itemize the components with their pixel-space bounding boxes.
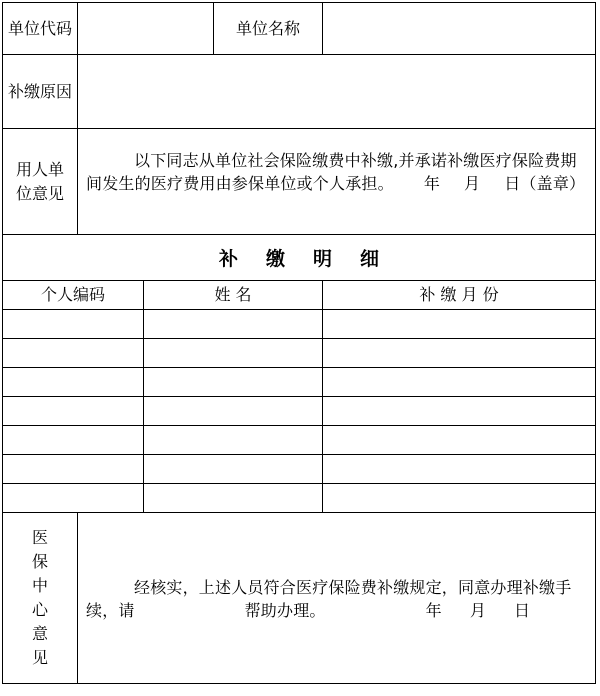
row-divider — [2, 512, 596, 513]
unit-code-label: 单位代码 — [7, 18, 72, 38]
table-cell-month[interactable] — [323, 484, 595, 512]
center-opinion-label-stack — [30, 526, 50, 670]
employer-seal: （盖章） — [520, 174, 586, 193]
center-opinion-label — [3, 513, 77, 683]
table-cell-name[interactable] — [144, 426, 322, 454]
column-header-month: 补 缴 月 份 — [419, 285, 499, 304]
column-header-name: 姓 名 — [214, 285, 252, 304]
table-cell-month[interactable] — [323, 455, 595, 483]
employer-opinion-text-part1: 以下同志从单位社会保险缴费中补缴 — [134, 151, 394, 170]
detail-title-char: 细 — [360, 248, 380, 270]
table-cell-personal-code[interactable] — [3, 339, 143, 367]
table-cell-personal-code[interactable] — [3, 484, 143, 512]
center-opinion-label-char: 见 — [31, 648, 48, 667]
detail-title-char: 缴 — [265, 248, 285, 270]
employer-opinion-comma: , — [393, 151, 399, 170]
center-opinion-text-part1: 经核实，上述人员符合医疗保险费补缴规定，同意办理补缴手续，请 — [86, 578, 572, 620]
reimbursement-form — [2, 2, 596, 684]
table-cell-month[interactable] — [323, 368, 595, 396]
employer-year: 年 — [423, 174, 441, 193]
reason-field[interactable] — [79, 55, 594, 128]
detail-title-char: 补 — [218, 248, 238, 270]
border-right — [595, 2, 596, 684]
table-cell-name[interactable] — [144, 310, 322, 338]
table-cell-month[interactable] — [323, 339, 595, 367]
detail-title-char: 明 — [313, 248, 333, 270]
label-column-divider — [77, 512, 78, 684]
center-opinion-label-char: 中 — [31, 576, 48, 595]
center-year: 年 — [425, 601, 442, 620]
reason-label: 补缴原因 — [7, 81, 72, 101]
column-divider — [322, 2, 323, 55]
unit-name-label: 单位名称 — [235, 18, 300, 38]
center-opinion-label-char: 意 — [31, 624, 48, 643]
employer-opinion-label-line1: 用人单 — [15, 159, 64, 179]
table-cell-name[interactable] — [144, 368, 322, 396]
table-cell-month[interactable] — [323, 426, 595, 454]
employer-opinion-text-part2: 并承诺补缴医疗保险费期间发生的医疗费用由参保单位或个人承担。 — [86, 151, 577, 193]
employer-day: 日 — [504, 174, 521, 193]
border-bottom — [2, 683, 596, 684]
table-cell-month[interactable] — [323, 397, 595, 425]
table-cell-month[interactable] — [323, 310, 595, 338]
table-cell-name[interactable] — [144, 484, 322, 512]
center-opinion-label-char: 心 — [31, 600, 48, 619]
employer-opinion-text — [86, 149, 586, 195]
center-opinion-text — [86, 576, 586, 622]
employer-month: 月 — [464, 174, 481, 193]
center-opinion-label-char: 保 — [31, 552, 48, 571]
table-cell-personal-code[interactable] — [3, 397, 143, 425]
table-cell-name[interactable] — [144, 339, 322, 367]
center-month: 月 — [469, 601, 487, 620]
employer-opinion-label — [3, 129, 77, 234]
center-opinion-label-char: 医 — [31, 528, 48, 547]
unit-name-field[interactable] — [324, 3, 594, 54]
table-cell-personal-code[interactable] — [3, 310, 143, 338]
unit-code-field[interactable] — [79, 3, 213, 54]
center-opinion-text-part2: 帮助办理。 — [244, 601, 326, 620]
table-cell-personal-code[interactable] — [3, 455, 143, 483]
detail-title — [3, 235, 595, 280]
table-cell-personal-code[interactable] — [3, 426, 143, 454]
column-header-personal-code: 个人编码 — [40, 285, 105, 304]
row-divider — [2, 128, 596, 129]
table-cell-personal-code[interactable] — [3, 368, 143, 396]
employer-opinion-label-line2: 位意见 — [15, 183, 64, 203]
label-column-divider — [77, 2, 78, 235]
center-day: 日 — [514, 601, 531, 620]
table-cell-name[interactable] — [144, 455, 322, 483]
table-cell-name[interactable] — [144, 397, 322, 425]
